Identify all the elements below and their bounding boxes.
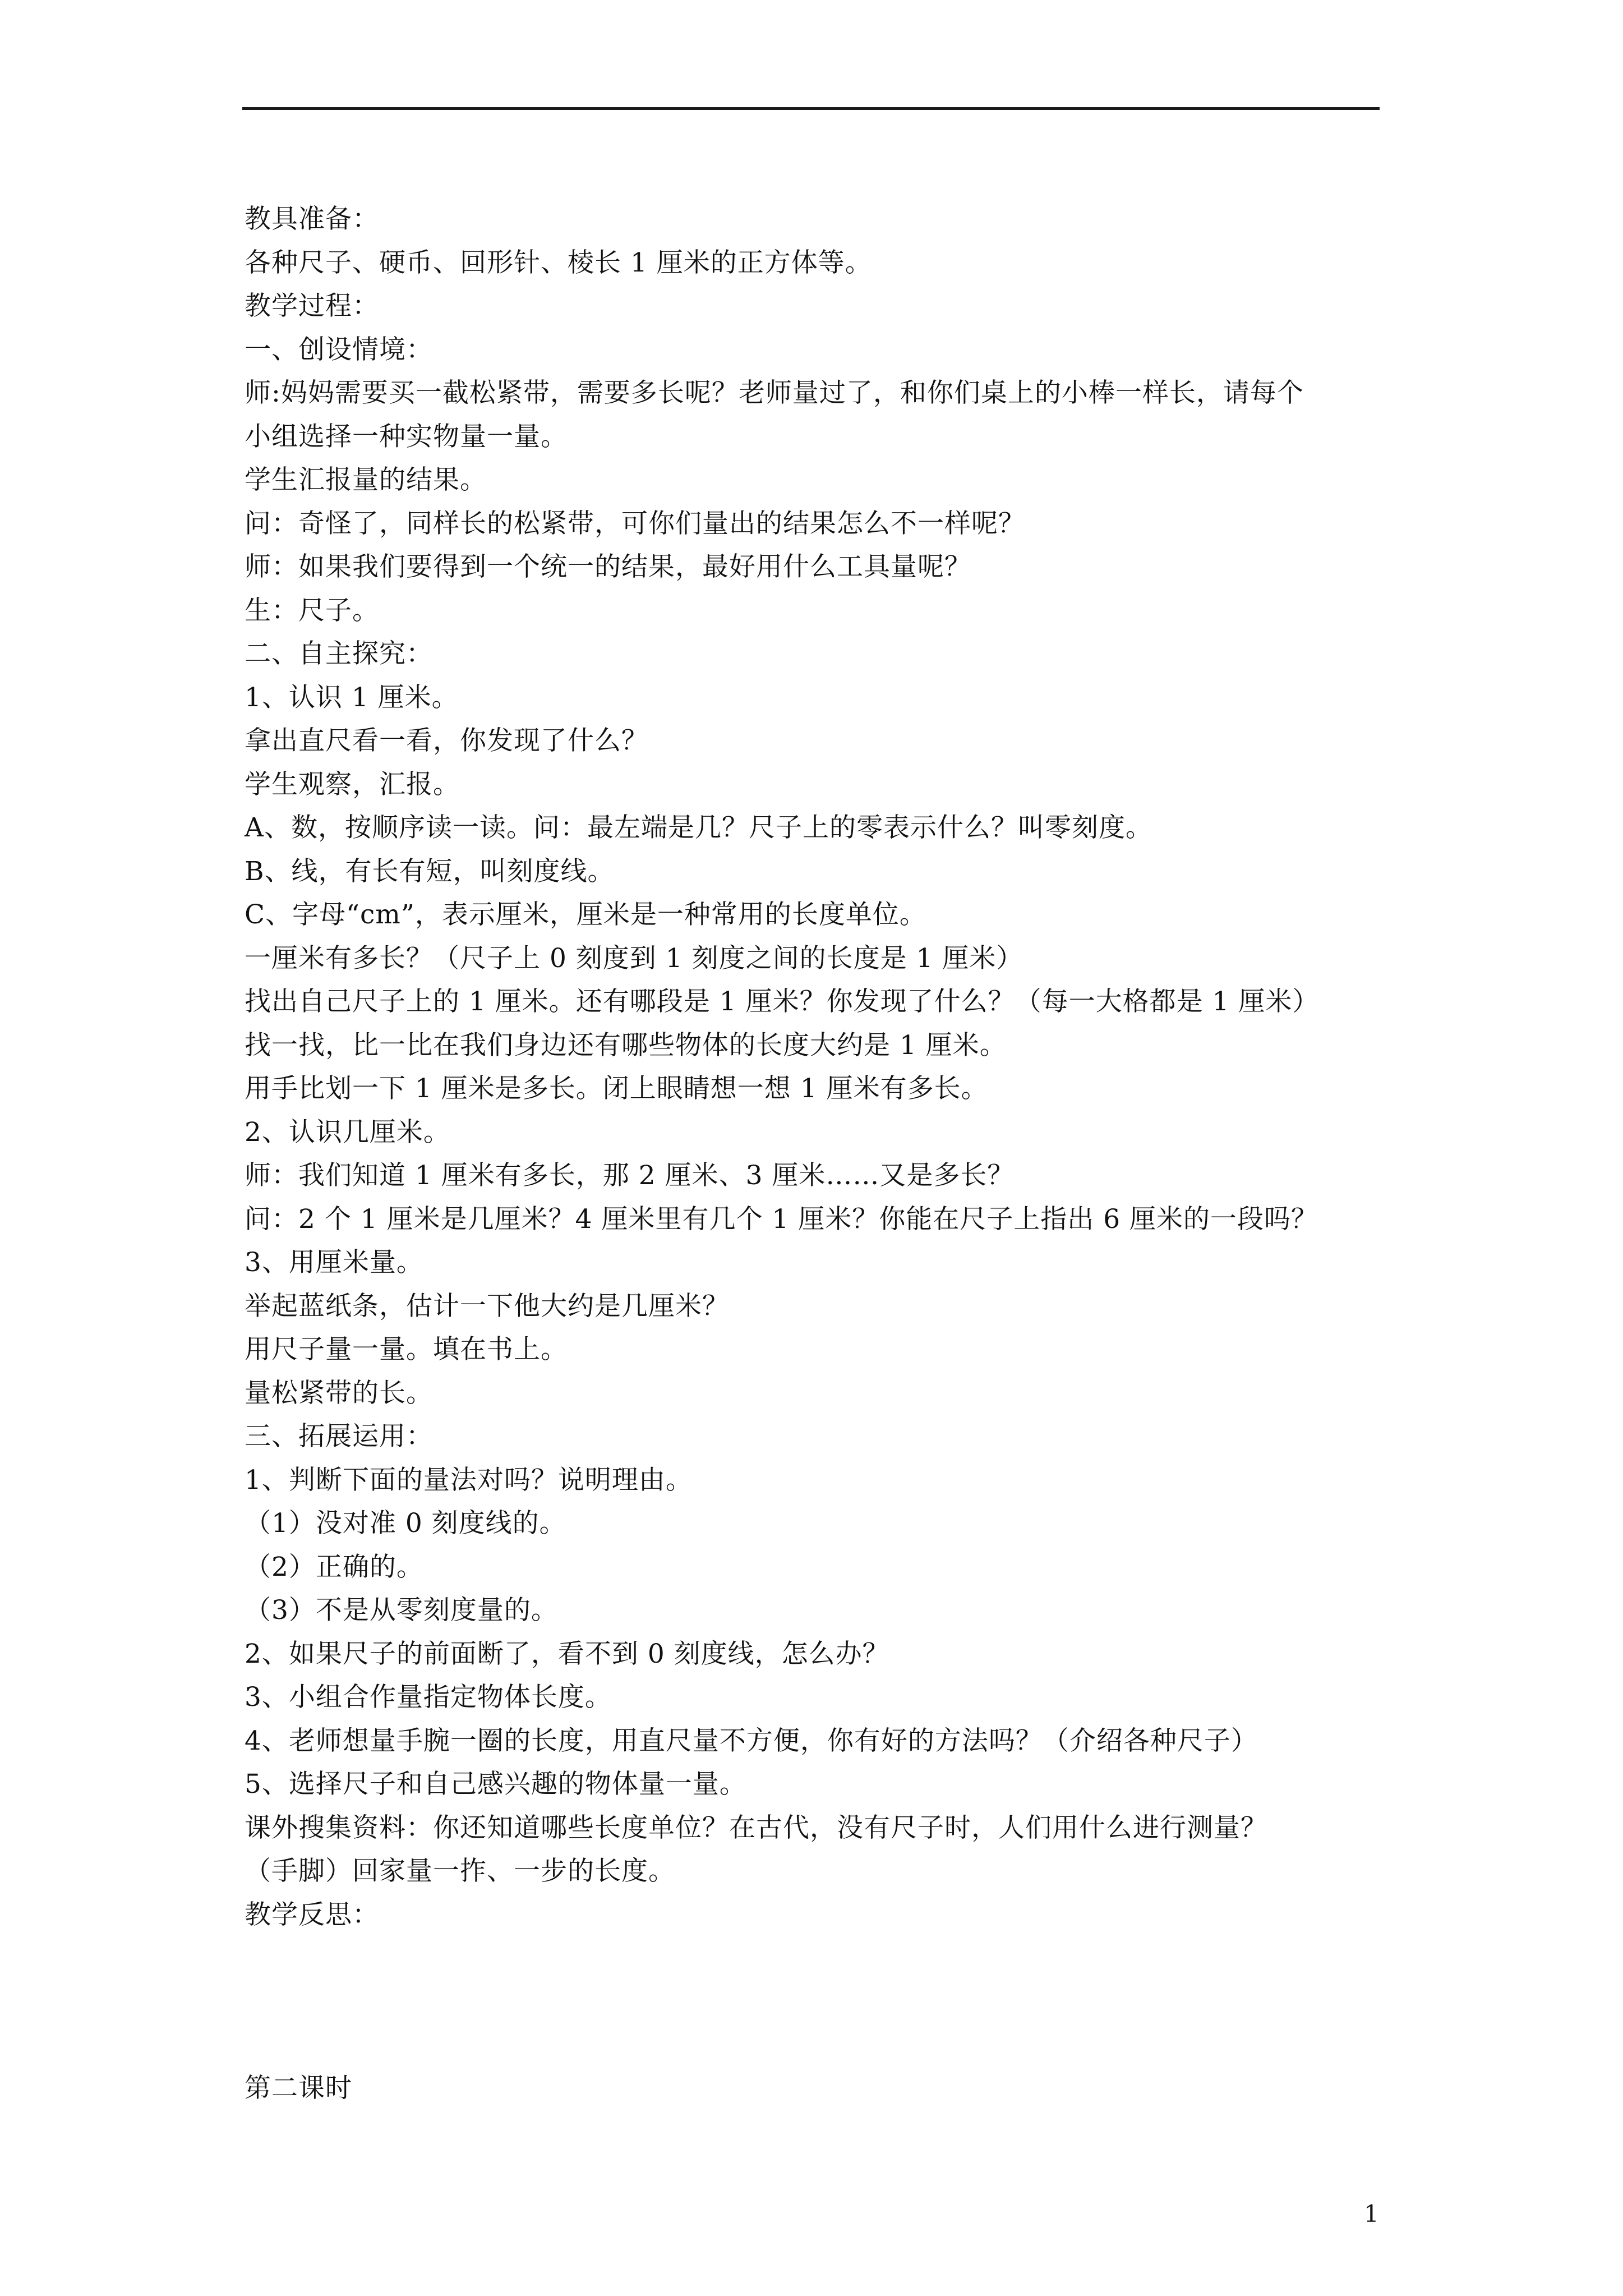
text-line: （1）没对准 0 刻度线的。 [245, 1508, 566, 1539]
text-line: 三、拓展运用： [245, 1421, 433, 1452]
text-line: 3、小组合作量指定物体长度。 [245, 1682, 612, 1713]
text-line: 拿出直尺看一看，你发现了什么？ [245, 725, 648, 756]
text-line: 各种尺子、硬币、回形针、棱长 1 厘米的正方体等。 [245, 247, 872, 278]
text-line: （手脚）回家量一拃、一步的长度。 [245, 1856, 675, 1887]
text-line: 找出自己尺子上的 1 厘米。还有哪段是 1 厘米？你发现了什么？（每一大格都是 1 厘米） [245, 986, 1320, 1017]
document-body [245, 197, 1394, 2110]
text-line: 师：我们知道 1 厘米有多长，那 2 厘米、3 厘米……又是多长？ [245, 1160, 1015, 1191]
text-line: 1、认识 1 厘米。 [245, 682, 459, 713]
text-line: 教学反思： [245, 1899, 379, 1930]
text-line: 1、判断下面的量法对吗？说明理由。 [245, 1464, 693, 1496]
text-line: （2）正确的。 [245, 1551, 423, 1582]
text-line: 问：2 个 1 厘米是几厘米？4 厘米里有几个 1 厘米？你能在尺子上指出 6 厘米的一段吗？ [245, 1203, 1318, 1235]
page-number: 1 [1364, 2200, 1379, 2228]
text-line: 举起蓝纸条，估计一下他大约是几厘米？ [245, 1290, 729, 1322]
text-line: （3）不是从零刻度量的。 [245, 1595, 558, 1626]
text-line: 学生观察，汇报。 [245, 769, 460, 800]
text-line: C、字母“cm”，表示厘米，厘米是一种常用的长度单位。 [245, 899, 926, 930]
text-line: 学生汇报量的结果。 [245, 464, 487, 495]
text-line: 2、如果尺子的前面断了，看不到 0 刻度线，怎么办？ [245, 1638, 889, 1669]
text-line: 师:妈妈需要买一截松紧带，需要多长呢？老师量过了，和你们桌上的小棒一样长，请每个 [245, 378, 1304, 408]
text-line: 用手比划一下 1 厘米是多长。闭上眼睛想一想 1 厘米有多长。 [245, 1073, 988, 1104]
text-line: 二、自主探究： [245, 638, 433, 669]
text-line: 师：如果我们要得到一个统一的结果，最好用什么工具量呢？ [245, 551, 971, 582]
text-line: 3、用厘米量。 [245, 1247, 423, 1278]
text-line: 5、选择尺子和自己感兴趣的物体量一量。 [245, 1769, 746, 1800]
text-line: 一、创设情境： [245, 334, 433, 365]
text-line: 小组选择一种实物量一量。 [245, 421, 568, 452]
text-line: 生：尺子。 [245, 595, 379, 626]
text-line: 4、老师想量手腕一圈的长度，用直尺量不方便，你有好的方法吗？（介绍各种尺子） [245, 1725, 1258, 1756]
header-rule [242, 107, 1380, 110]
text-line: 教学过程： [245, 291, 379, 321]
text-line: 2、认识几厘米。 [245, 1116, 450, 1148]
text-line: 用尺子量一量。填在书上。 [245, 1334, 568, 1365]
text-line: B、线，有长有短，叫刻度线。 [245, 855, 615, 887]
section-heading: 第二课时 [245, 2073, 352, 2104]
text-line: 教具准备： [245, 204, 379, 234]
text-line: 量松紧带的长。 [245, 1377, 433, 1409]
text-line: 问：奇怪了，同样长的松紧带，可你们量出的结果怎么不一样呢？ [245, 508, 1025, 539]
text-line: 找一找，比一比在我们身边还有哪些物体的长度大约是 1 厘米。 [245, 1029, 1007, 1061]
text-line: 课外搜集资料：你还知道哪些长度单位？在古代，没有尺子时，人们用什么进行测量？ [245, 1812, 1267, 1843]
text-line: 一厘米有多长？（尺子上 0 刻度到 1 刻度之间的长度是 1 厘米） [245, 942, 1023, 974]
blank-space [245, 1936, 1394, 2067]
text-line: A、数，按顺序读一读。问：最左端是几？尺子上的零表示什么？叫零刻度。 [245, 812, 1152, 843]
